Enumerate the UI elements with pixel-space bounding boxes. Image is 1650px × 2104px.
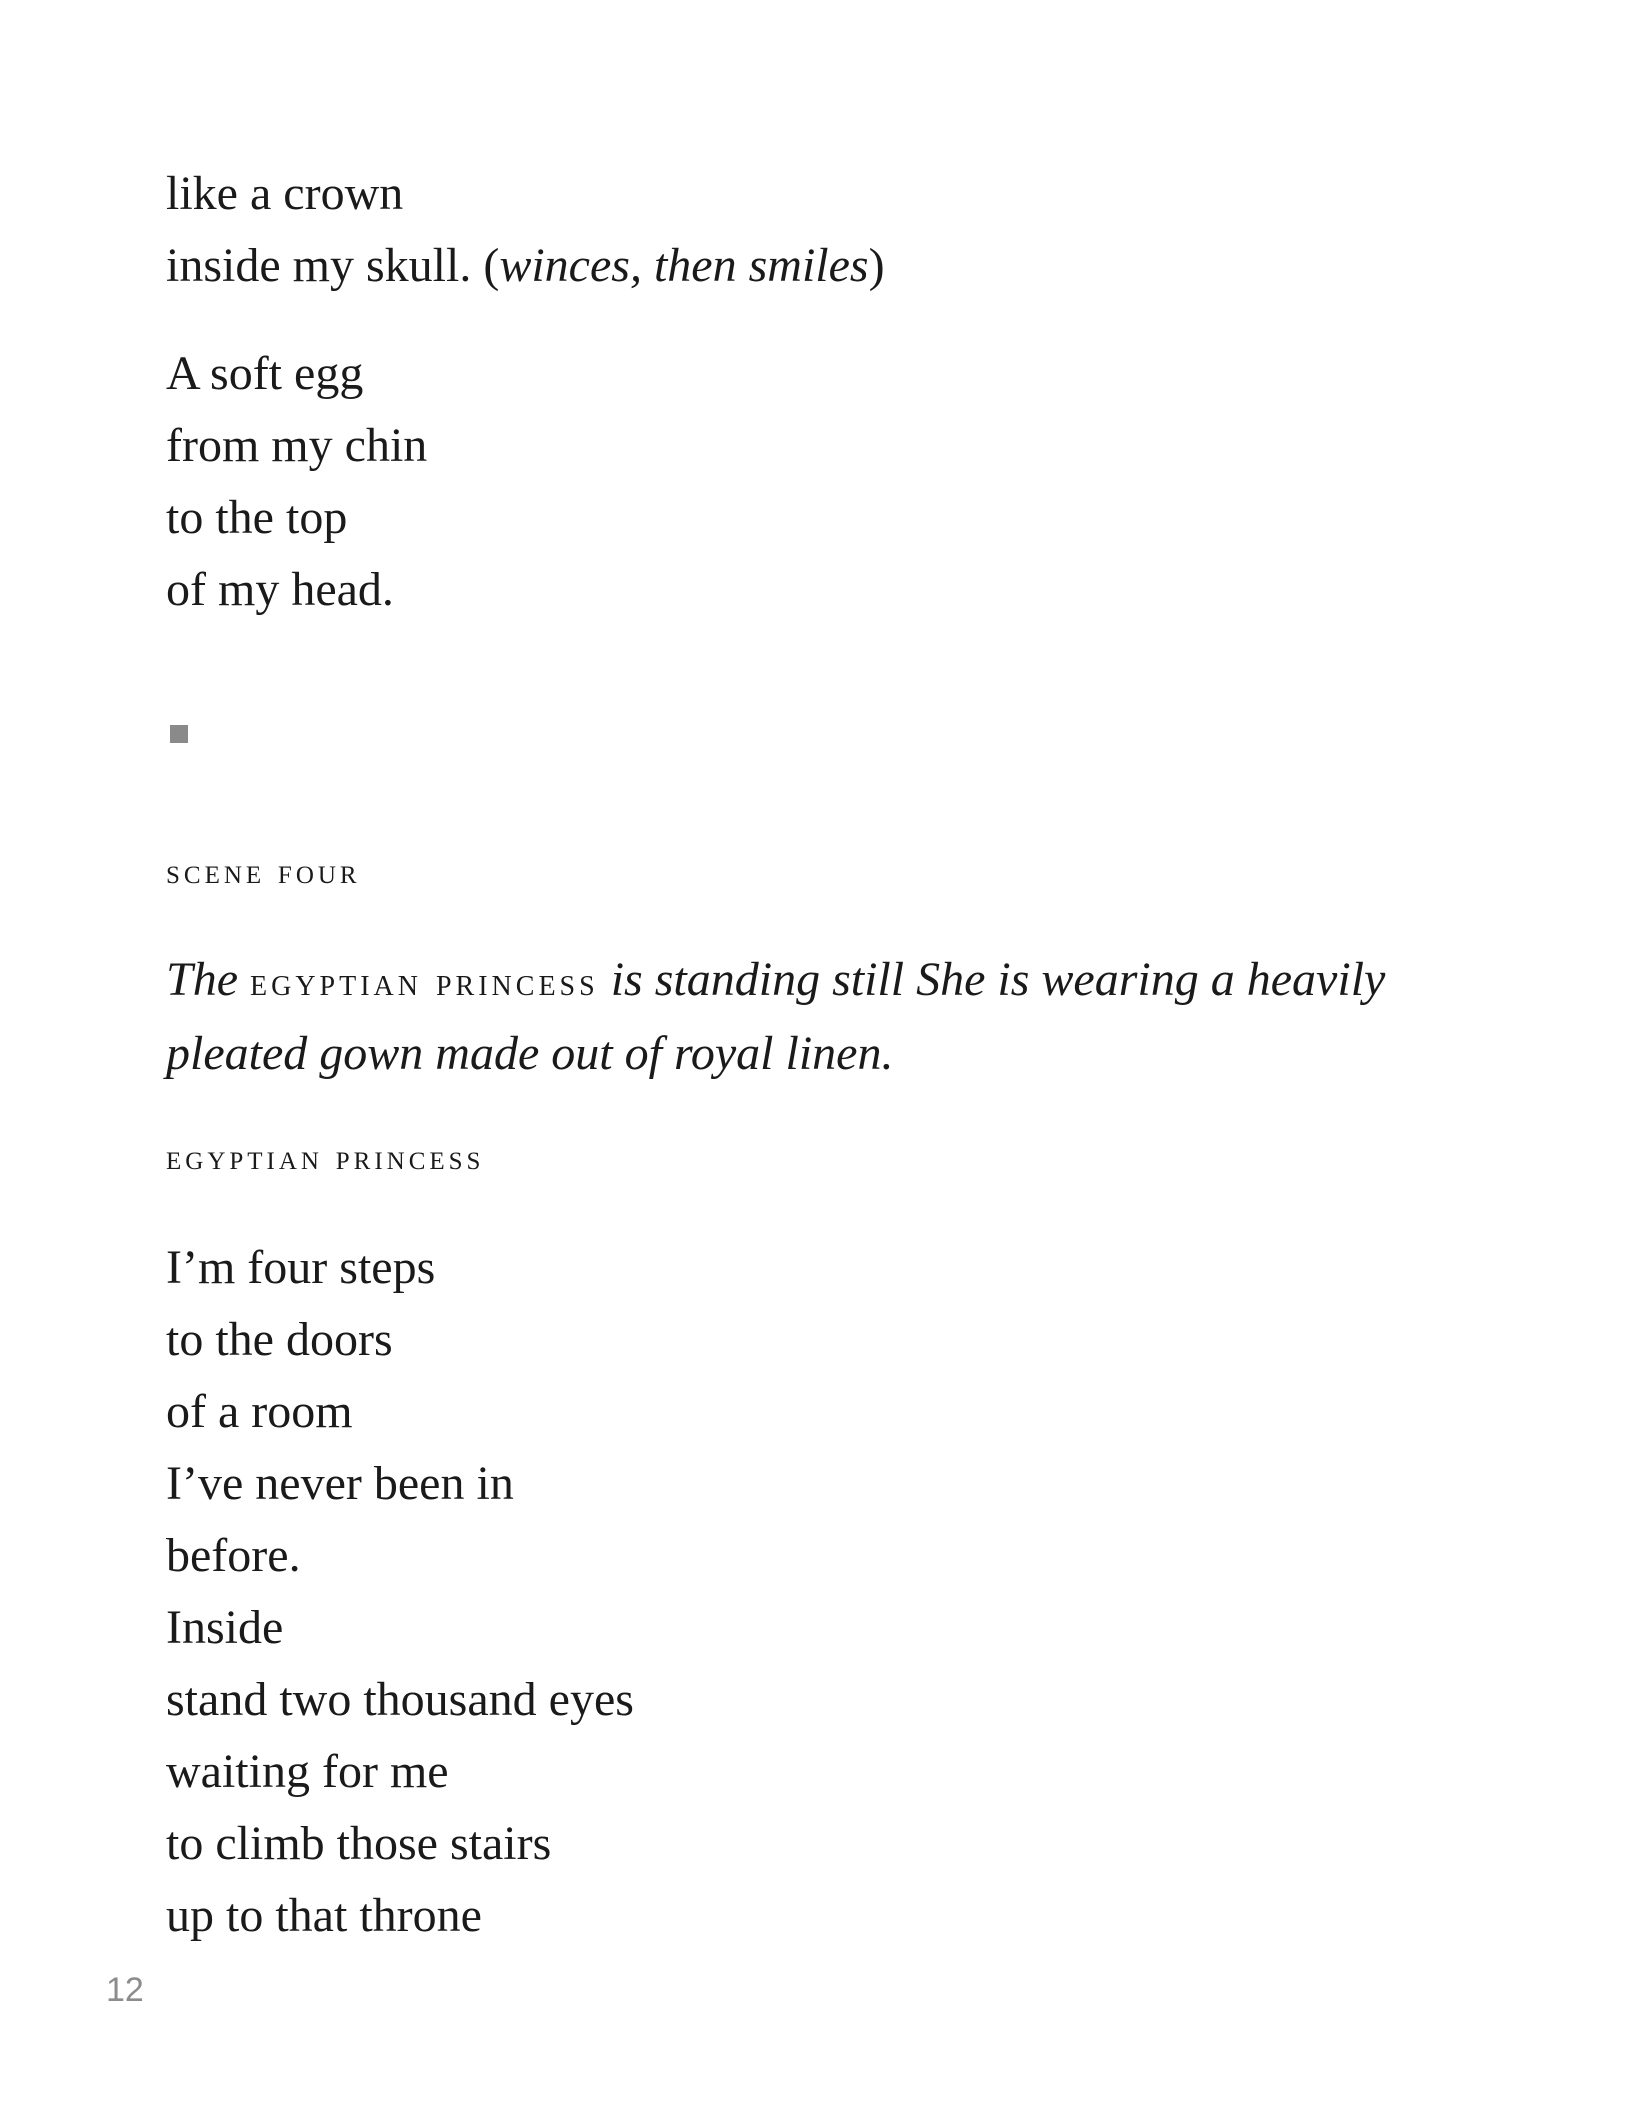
scene-heading: scene four (166, 852, 361, 891)
verse-line: up to that throne (166, 1889, 482, 1942)
verse-line: Inside (166, 1601, 284, 1654)
verse-line: I’ve never been in (166, 1457, 514, 1510)
paren-close: ) (868, 239, 885, 292)
verse-line: A soft egg (166, 347, 364, 400)
verse-line: stand two thousand eyes (166, 1673, 634, 1726)
page-number: 12 (106, 1971, 144, 2009)
verse-line: like a crown (166, 167, 404, 220)
stage-direction (166, 944, 1496, 1090)
verse-line: waiting for me (166, 1745, 449, 1798)
verse-stanza-1 (166, 158, 1486, 302)
verse-line: before. (166, 1529, 301, 1582)
verse-line: of my head. (166, 563, 394, 616)
verse-line-with-direction (166, 230, 1486, 302)
verse-line: to climb those stairs (166, 1817, 552, 1870)
inline-stage-direction: winces, then smiles (499, 239, 869, 292)
verse-line: from my chin (166, 419, 428, 472)
verse-stanza-2 (166, 338, 1486, 626)
verse-line: to the top (166, 491, 348, 544)
verse-line: I’m four steps (166, 1241, 436, 1294)
verse-line: to the doors (166, 1313, 393, 1366)
verse-stanza-3 (166, 1232, 1486, 1952)
scene-break-square-icon (170, 725, 188, 743)
stage-direction-text: is standing still She is wearing a heavily pleated gown made out of royal linen. (166, 953, 1386, 1080)
character-name: egyptian princess (250, 959, 599, 1004)
stage-direction-text: The (166, 953, 250, 1006)
speaker-name: egyptian princess (166, 1138, 485, 1177)
verse-line: of a room (166, 1385, 353, 1438)
paren-open: ( (471, 239, 500, 292)
verse-line-text: inside my skull. (166, 239, 472, 292)
